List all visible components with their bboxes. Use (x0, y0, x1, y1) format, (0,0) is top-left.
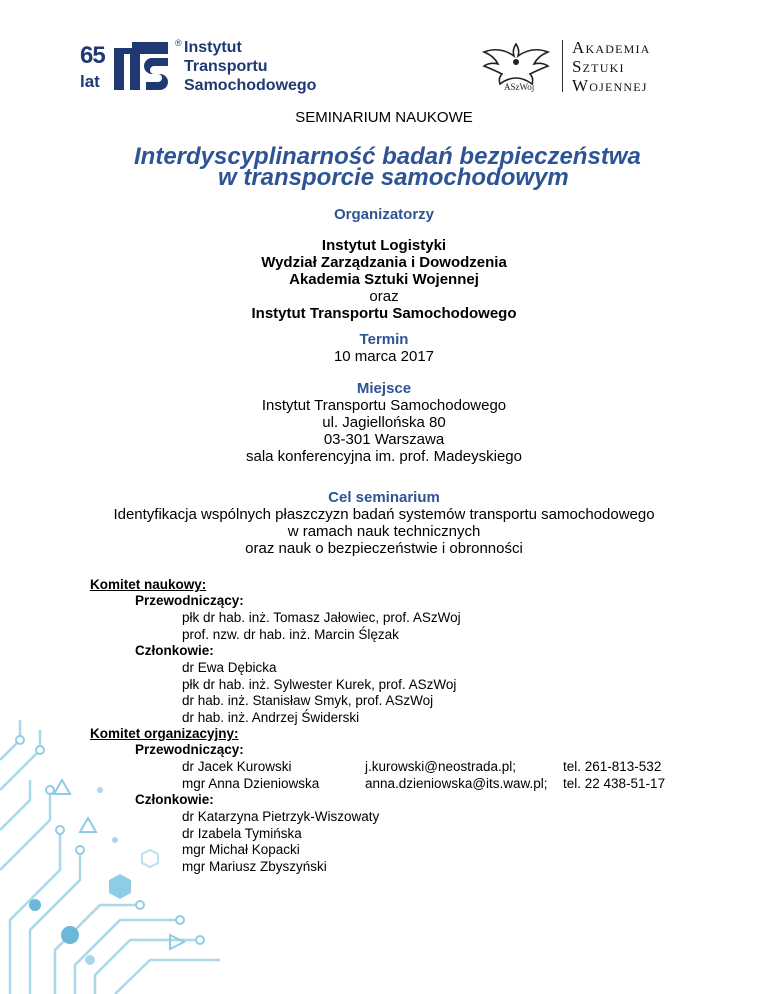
its-name (184, 38, 316, 95)
aszwoj-name-line2: Sztuki (572, 57, 625, 76)
aszwoj-abbrev: ASzWoj (504, 82, 535, 92)
its-name-line3: Samochodowego (184, 77, 317, 94)
seminar-type: SEMINARIUM NAUKOWE (295, 109, 473, 126)
aszwoj-name-line1: Akademia (572, 38, 651, 57)
goal-line2: w ramach nauk technicznych (287, 523, 481, 540)
its-logo (80, 38, 330, 96)
organizing-member-1: dr Katarzyna Pietrzyk-Wiszowaty (182, 809, 380, 824)
organizers-line1: Instytut Logistyki (321, 237, 447, 254)
organizing-member-3: mgr Michał Kopacki (182, 842, 300, 857)
its-mark-graphic (112, 40, 174, 92)
place-line3: 03-301 Warszawa (323, 431, 445, 448)
place-line2: ul. Jagiellońska 80 (322, 414, 446, 431)
its-name-line1: Instytut (184, 39, 242, 56)
organizing-chair-1-name: dr Jacek Kurowski (182, 759, 292, 774)
scientific-committee-heading: Komitet naukowy: (90, 577, 207, 592)
its-registered-icon: ® (175, 38, 182, 48)
organizers-line2: Wydział Zarządzania i Dowodzenia (261, 254, 507, 271)
scientific-member-1: dr Ewa Dębicka (182, 660, 277, 675)
its-name-line2: Transportu (184, 58, 268, 75)
organizers-line4: Instytut Transportu Samochodowego (251, 305, 517, 322)
aszwoj-logo (470, 38, 700, 96)
scientific-chair-1: płk dr hab. inż. Tomasz Jałowiec, prof. ASzWoj (182, 610, 461, 625)
its-mark (112, 40, 174, 92)
organizing-committee-heading: Komitet organizacyjny: (90, 726, 239, 741)
organizing-chair-1-phone: tel. 261-813-532 (563, 759, 662, 774)
scientific-chair-2: prof. nzw. dr hab. inż. Marcin Ślęzak (182, 627, 399, 642)
place-line4: sala konferencyjna im. prof. Madeyskiego (246, 448, 522, 465)
its-years-number: 65 (80, 42, 105, 69)
aszwoj-name (572, 38, 651, 95)
organizing-member-2: dr Izabela Tymińska (182, 826, 302, 841)
goal-line3: oraz nauk o bezpieczeństwie i obronności (245, 540, 523, 557)
goal-line1: Identyfikacja wspólnych płaszczyzn badań systemów transportu samochodowego (113, 506, 655, 523)
title-line2: w transporcie samochodowym (218, 164, 569, 191)
date-value: 10 marca 2017 (333, 348, 435, 365)
organizers-line3: Akademia Sztuki Wojennej (289, 271, 479, 288)
organizers-heading: Organizatorzy (333, 206, 435, 223)
organizers-conj: oraz (369, 288, 399, 305)
aszwoj-name-line3: Wojennej (572, 76, 648, 95)
scientific-chairs-label: Przewodniczący: (135, 593, 244, 608)
place-line1: Instytut Transportu Samochodowego (261, 397, 507, 414)
title-line1: Interdyscyplinarność badań bezpieczeństwa (134, 143, 641, 170)
organizing-chair-1-email[interactable]: j.kurowski@neostrada.pl; (365, 759, 517, 774)
scientific-member-4: dr hab. inż. Andrzej Świderski (182, 710, 360, 725)
its-years-word: lat (80, 72, 100, 91)
place-heading: Miejsce (356, 380, 412, 397)
aszwoj-divider (562, 40, 563, 92)
organizing-chair-2-name: mgr Anna Dzieniowska (182, 776, 320, 791)
organizing-members-label: Członkowie: (135, 792, 214, 807)
organizing-chairs-label: Przewodniczący: (135, 742, 244, 757)
organizing-member-4: mgr Mariusz Zbyszyński (182, 859, 327, 874)
scientific-member-3: dr hab. inż. Stanisław Smyk, prof. ASzWoj (182, 693, 434, 708)
organizing-chair-2-phone: tel. 22 438-51-17 (563, 776, 666, 791)
organizing-chair-2-email[interactable]: anna.dzieniowska@its.waw.pl; (365, 776, 548, 791)
scientific-member-2: płk dr hab. inż. Sylwester Kurek, prof. ASzWoj (182, 677, 457, 692)
date-heading: Termin (359, 331, 409, 348)
scientific-members-label: Członkowie: (135, 643, 214, 658)
goal-heading: Cel seminarium (328, 489, 440, 506)
eagle-emblem-icon (476, 40, 556, 86)
